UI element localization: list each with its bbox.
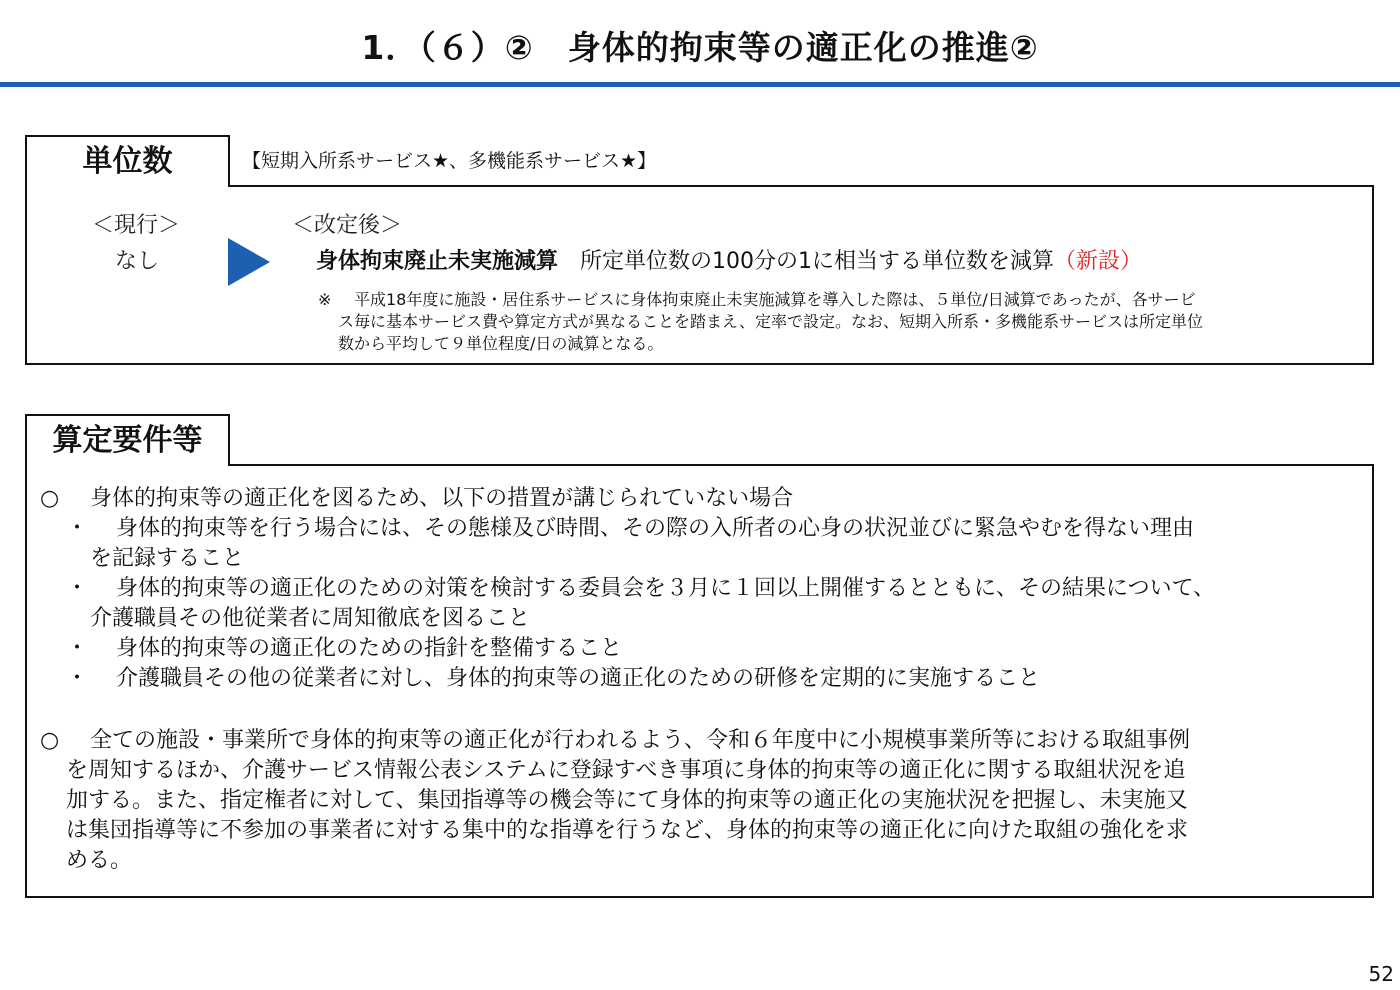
block-text: を周知するほか、介護サービス情報公表システムに登録すべき事項に身体的拘束等の適正化に関する取組状況を追 <box>66 758 1186 783</box>
bullet-marker: ・ <box>66 636 89 661</box>
circle-marker: ○ <box>40 728 60 753</box>
circle-marker: ○ <box>40 486 60 511</box>
target-services: 【短期入所系サービス★、多機能系サービス★】 <box>242 150 657 172</box>
requirements-section-tab: 算定要件等 <box>25 414 230 466</box>
note-mark: ※ <box>318 290 332 309</box>
requirements-block-1 <box>40 484 1360 694</box>
bullet-marker: ・ <box>66 516 89 541</box>
bullet-continuation: を記録すること <box>90 546 245 571</box>
page-number: 52 <box>1368 962 1394 986</box>
bullet-text: 身体的拘束等の適正化のための対策を検討する委員会を３月に１回以上開催するとともに、その結果について、 <box>116 576 1216 601</box>
block-lead: 身体的拘束等の適正化を図るため、以下の措置が講じられていない場合 <box>90 486 794 511</box>
footnote <box>318 289 1348 355</box>
bullet-text: 身体的拘束等を行う場合には、その態様及び時間、その際の入所者の心身の状況並びに緊急やむを得ない理由 <box>116 516 1195 541</box>
page-title: 1．（６）② 身体的拘束等の適正化の推進② <box>361 28 1039 67</box>
current-label: ＜現行＞ <box>92 213 181 238</box>
block-text: は集団指導等に不参加の事業者に対する集中的な指導を行うなど、身体的拘束等の適正化に向けた取組の強化を求 <box>66 818 1189 843</box>
title-divider <box>0 82 1400 87</box>
note-line: 数から平均して９単位程度/日の減算となる。 <box>338 334 664 353</box>
bullet-marker: ・ <box>66 576 89 601</box>
note-line: ス毎に基本サービス費や算定方式が異なることを踏まえ、定率で設定。なお、短期入所系・多機能系サービスは所定単位 <box>338 312 1203 331</box>
block-text: める。 <box>66 848 133 873</box>
bullet-text: 身体的拘束等の適正化のための指針を整備すること <box>116 636 623 661</box>
revised-label: ＜改定後＞ <box>292 213 403 238</box>
units-section-tab: 単位数 <box>25 135 230 187</box>
bullet-text: 介護職員その他の従業者に対し、身体的拘束等の適正化のための研修を定期的に実施すること <box>116 666 1041 691</box>
bullet-marker: ・ <box>66 666 89 691</box>
item-name: 身体拘束廃止未実施減算 <box>316 249 559 274</box>
requirements-block-2 <box>40 726 1360 876</box>
note-line: 平成18年度に施設・居住系サービスに身体拘束廃止未実施減算を導入した際は、５単位/日減算であったが、各サービ <box>354 290 1196 309</box>
current-value: なし <box>115 249 160 274</box>
block-text: 全ての施設・事業所で身体的拘束等の適正化が行われるよう、令和６年度中に小規模事業所等における取組事例 <box>90 728 1191 753</box>
block-text: 加する。また、指定権者に対して、集団指導等の機会等にて身体的拘束等の適正化の実施状況を把握し、未実施又 <box>66 788 1188 813</box>
item-description: 所定単位数の100分の1に相当する単位数を減算 <box>580 249 1055 274</box>
right-arrow-icon <box>228 238 270 286</box>
bullet-continuation: 介護職員その他従業者に周知徹底を図ること <box>90 606 531 631</box>
new-badge: （新設） <box>1054 249 1143 274</box>
revised-item <box>316 244 1142 275</box>
